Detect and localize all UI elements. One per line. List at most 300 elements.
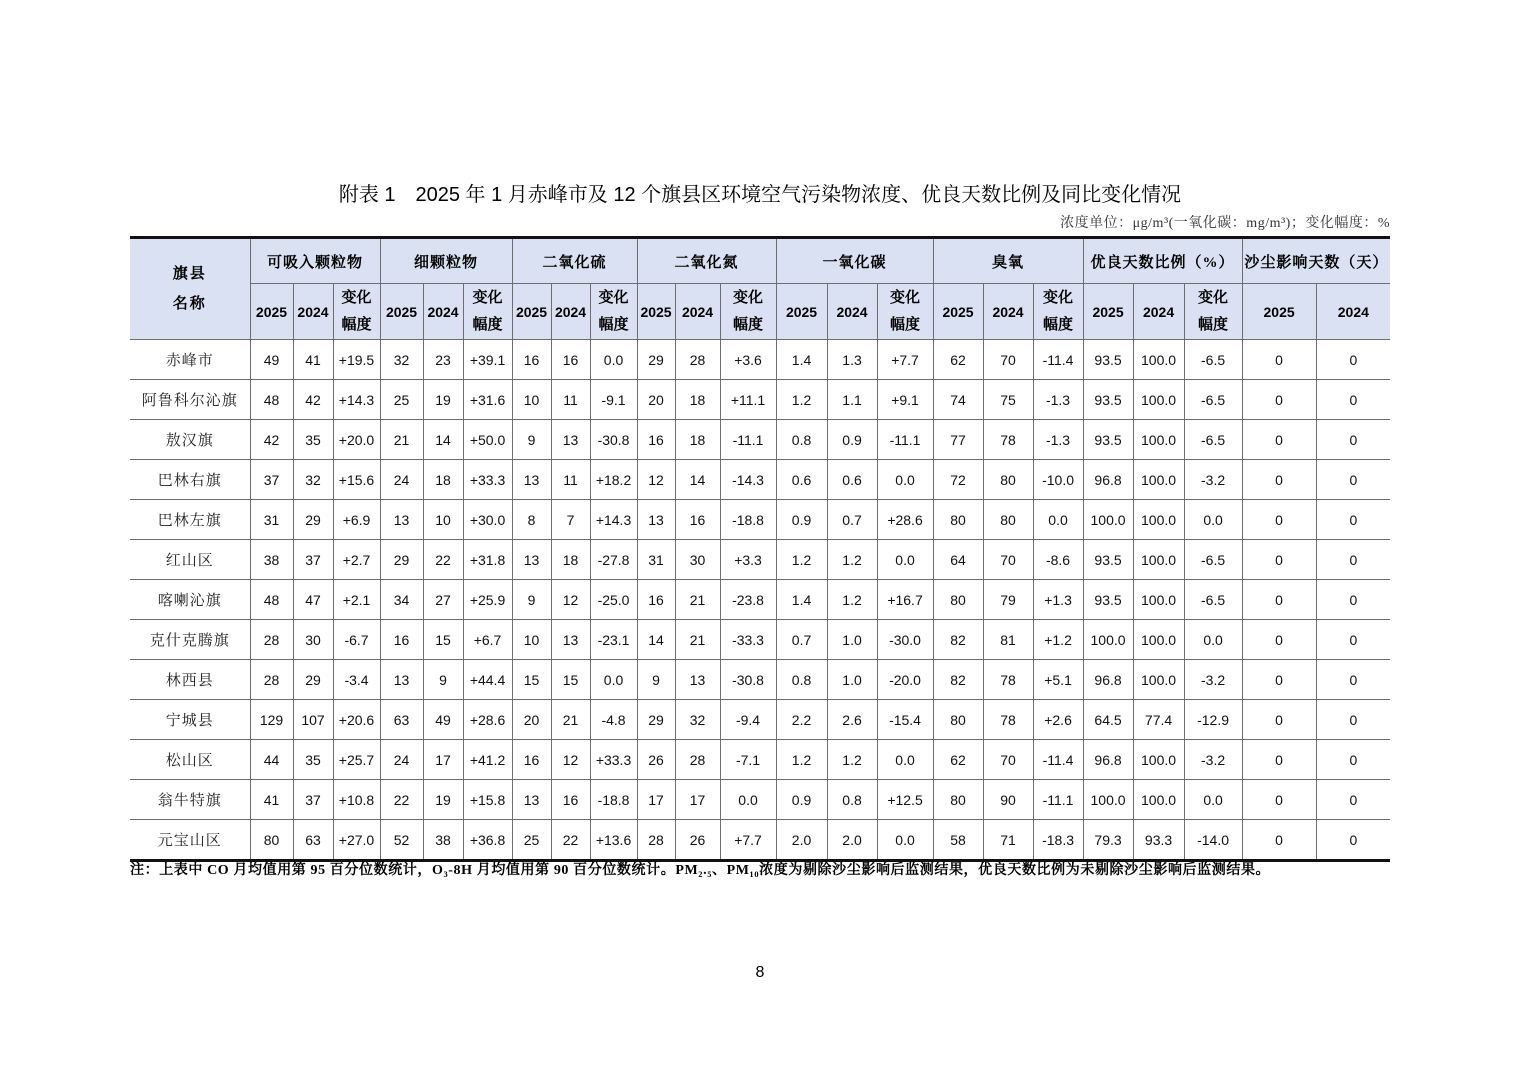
column-header-line: 2024 xyxy=(1337,303,1369,320)
table-cell: 41 xyxy=(293,340,333,380)
change-header xyxy=(333,284,380,340)
year-header xyxy=(983,284,1033,340)
table-cell: 14 xyxy=(675,460,720,500)
table-cell: +36.8 xyxy=(463,820,512,861)
table-cell: 22 xyxy=(423,540,463,580)
table-cell: -18.3 xyxy=(1033,820,1083,861)
table-cell: +50.0 xyxy=(463,420,512,460)
table-cell: 42 xyxy=(293,380,333,420)
table-cell: 16 xyxy=(551,340,590,380)
table-cell: 100.0 xyxy=(1133,460,1184,500)
table-cell: 1.2 xyxy=(776,740,827,780)
table-cell: 16 xyxy=(637,420,675,460)
table-cell: 129 xyxy=(250,700,293,740)
table-cell: 0 xyxy=(1242,340,1316,380)
table-cell: 1.2 xyxy=(827,740,877,780)
region-name: 喀喇沁旗 xyxy=(130,580,250,620)
table-cell: 19 xyxy=(423,380,463,420)
table-cell: 42 xyxy=(250,420,293,460)
region-header-line: 名称 xyxy=(172,296,207,312)
region-name: 巴林左旗 xyxy=(130,500,250,540)
table-cell: -6.5 xyxy=(1184,580,1242,620)
table-cell: 12 xyxy=(551,740,590,780)
table-cell: +10.8 xyxy=(333,780,380,820)
group-header: 优良天数比例（%） xyxy=(1083,238,1242,284)
table-title: 附表 1 2025 年 1 月赤峰市及 12 个旗县区环境空气污染物浓度、优良天数比例及同比变化情况 xyxy=(338,184,1182,206)
header-row-columns xyxy=(130,284,1390,340)
table-row xyxy=(130,700,1390,740)
column-header-line: 2025 xyxy=(1092,303,1124,320)
table-cell: 0 xyxy=(1316,460,1390,500)
change-header xyxy=(720,284,776,340)
table-cell: 1.4 xyxy=(776,580,827,620)
table-cell: 37 xyxy=(250,460,293,500)
table-cell: -30.0 xyxy=(877,620,933,660)
column-header-line: 变化 xyxy=(472,289,503,306)
table-cell: 64 xyxy=(933,540,983,580)
table-cell: 78 xyxy=(983,700,1033,740)
table-cell: 62 xyxy=(933,740,983,780)
table-cell: +14.3 xyxy=(333,380,380,420)
region-header xyxy=(130,238,250,340)
table-cell: 0.0 xyxy=(1184,620,1242,660)
column-header-line: 变化 xyxy=(1043,289,1074,306)
table-cell: 19 xyxy=(423,780,463,820)
table-cell: 2.0 xyxy=(827,820,877,861)
table-cell: 28 xyxy=(637,820,675,861)
year-header xyxy=(776,284,827,340)
year-header xyxy=(423,284,463,340)
table-cell: 35 xyxy=(293,420,333,460)
table-cell: 20 xyxy=(637,380,675,420)
table-cell: 13 xyxy=(512,460,551,500)
table-cell: 9 xyxy=(423,660,463,700)
table-cell: 0.9 xyxy=(827,420,877,460)
table-cell: 100.0 xyxy=(1133,500,1184,540)
table-cell: +28.6 xyxy=(463,700,512,740)
table-cell: 21 xyxy=(675,580,720,620)
table-cell: -1.3 xyxy=(1033,380,1083,420)
table-cell: 49 xyxy=(250,340,293,380)
group-header: 臭氧 xyxy=(933,238,1083,284)
table-cell: 96.8 xyxy=(1083,740,1133,780)
table-cell: -3.4 xyxy=(333,660,380,700)
table-cell: 96.8 xyxy=(1083,660,1133,700)
region-name: 阿鲁科尔沁旗 xyxy=(130,380,250,420)
region-name: 巴林右旗 xyxy=(130,460,250,500)
table-cell: 1.2 xyxy=(827,580,877,620)
column-header-line: 幅度 xyxy=(890,316,921,333)
table-cell: -12.9 xyxy=(1184,700,1242,740)
table-cell: 80 xyxy=(933,780,983,820)
table-cell: 0.0 xyxy=(877,740,933,780)
change-header xyxy=(463,284,512,340)
table-cell: 0 xyxy=(1242,780,1316,820)
table-cell: -14.0 xyxy=(1184,820,1242,861)
table-cell: 15 xyxy=(423,620,463,660)
table-cell: +9.1 xyxy=(877,380,933,420)
table-cell: +6.9 xyxy=(333,500,380,540)
page-number: 8 xyxy=(755,964,765,981)
table-cell: 0.0 xyxy=(1184,780,1242,820)
table-cell: 21 xyxy=(551,700,590,740)
table-cell: 93.5 xyxy=(1083,540,1133,580)
table-cell: 16 xyxy=(512,340,551,380)
table-cell: +30.0 xyxy=(463,500,512,540)
table-cell: 0 xyxy=(1316,620,1390,660)
table-cell: 27 xyxy=(423,580,463,620)
table-cell: 32 xyxy=(380,340,423,380)
table-cell: 80 xyxy=(933,580,983,620)
table-cell: 90 xyxy=(983,780,1033,820)
table-cell: -23.8 xyxy=(720,580,776,620)
table-cell: 28 xyxy=(250,620,293,660)
table-cell: -4.8 xyxy=(590,700,637,740)
table-cell: 62 xyxy=(933,340,983,380)
table-cell: 11 xyxy=(551,380,590,420)
table-row xyxy=(130,780,1390,820)
table-cell: 0 xyxy=(1242,500,1316,540)
group-header: 二氧化硫 xyxy=(512,238,637,284)
table-cell: 58 xyxy=(933,820,983,861)
table-cell: -9.4 xyxy=(720,700,776,740)
year-header xyxy=(1316,284,1390,340)
table-cell: -6.5 xyxy=(1184,340,1242,380)
column-header-line: 2025 xyxy=(1263,303,1295,320)
table-cell: 41 xyxy=(250,780,293,820)
table-cell: 70 xyxy=(983,740,1033,780)
table-cell: +20.0 xyxy=(333,420,380,460)
column-header-line: 2025 xyxy=(515,303,548,320)
table-cell: 80 xyxy=(933,500,983,540)
region-name: 林西县 xyxy=(130,660,250,700)
table-cell: 16 xyxy=(675,500,720,540)
column-header-line: 2024 xyxy=(836,303,868,320)
table-cell: 18 xyxy=(423,460,463,500)
table-cell: 17 xyxy=(423,740,463,780)
column-header-line: 2024 xyxy=(1142,303,1175,320)
table-cell: 49 xyxy=(423,700,463,740)
table-cell: 63 xyxy=(293,820,333,861)
table-cell: 0.0 xyxy=(877,540,933,580)
change-header xyxy=(1033,284,1083,340)
table-cell: 13 xyxy=(380,660,423,700)
year-header xyxy=(1242,284,1316,340)
table-cell: 11 xyxy=(551,460,590,500)
table-cell: +15.6 xyxy=(333,460,380,500)
table-cell: +1.3 xyxy=(1033,580,1083,620)
table-cell: 93.5 xyxy=(1083,340,1133,380)
year-header xyxy=(1083,284,1133,340)
table-cell: 2.2 xyxy=(776,700,827,740)
table-cell: -6.5 xyxy=(1184,540,1242,580)
table-cell: 100.0 xyxy=(1133,740,1184,780)
table-cell: 100.0 xyxy=(1133,420,1184,460)
column-header-line: 2024 xyxy=(681,303,714,320)
table-cell: 44 xyxy=(250,740,293,780)
table-cell: +33.3 xyxy=(590,740,637,780)
table-cell: 9 xyxy=(512,580,551,620)
table-cell: 47 xyxy=(293,580,333,620)
table-cell: +12.5 xyxy=(877,780,933,820)
table-cell: 80 xyxy=(983,500,1033,540)
table-cell: 80 xyxy=(983,460,1033,500)
table-cell: 93.5 xyxy=(1083,420,1133,460)
column-header-line: 幅度 xyxy=(733,316,764,333)
table-row xyxy=(130,420,1390,460)
table-cell: +20.6 xyxy=(333,700,380,740)
table-cell: 75 xyxy=(983,380,1033,420)
unit-note: 浓度单位：μg/m³(一氧化碳：mg/m³)；变化幅度：% xyxy=(1060,216,1390,231)
table-cell: 100.0 xyxy=(1133,580,1184,620)
table-cell: 29 xyxy=(293,500,333,540)
table-cell: 0.8 xyxy=(827,780,877,820)
region-name: 克什克腾旗 xyxy=(130,620,250,660)
table-cell: 0 xyxy=(1316,700,1390,740)
header-row-groups xyxy=(130,238,1390,284)
group-header: 可吸入颗粒物 xyxy=(250,238,380,284)
table-cell: 0 xyxy=(1316,420,1390,460)
table-cell: 2.6 xyxy=(827,700,877,740)
table-cell: 25 xyxy=(512,820,551,861)
table-cell: +31.6 xyxy=(463,380,512,420)
table-cell: 13 xyxy=(551,420,590,460)
table-cell: -23.1 xyxy=(590,620,637,660)
table-cell: 100.0 xyxy=(1133,380,1184,420)
table-cell: 32 xyxy=(293,460,333,500)
table-cell: 107 xyxy=(293,700,333,740)
table-row xyxy=(130,340,1390,380)
table-cell: 1.0 xyxy=(827,660,877,700)
table-row xyxy=(130,620,1390,660)
table-cell: 13 xyxy=(637,500,675,540)
table-cell: 0.7 xyxy=(776,620,827,660)
table-cell: +28.6 xyxy=(877,500,933,540)
column-header-line: 2024 xyxy=(427,303,459,320)
table-cell: +44.4 xyxy=(463,660,512,700)
table-cell: 0 xyxy=(1316,820,1390,861)
table-cell: +6.7 xyxy=(463,620,512,660)
table-cell: 1.1 xyxy=(827,380,877,420)
footnote: 注：上表中 CO 月均值用第 95 百分位数统计，O₃-8H 月均值用第 90 百分位数统计。PM₂.₅、PM₁₀浓度为剔除沙尘影响后监测结果，优良天数比例为未剔除沙尘影响后监测结果。 xyxy=(130,863,1271,878)
table-cell: -3.2 xyxy=(1184,660,1242,700)
table-cell: +25.9 xyxy=(463,580,512,620)
table-cell: 18 xyxy=(675,420,720,460)
table-cell: 28 xyxy=(675,740,720,780)
table-cell: 18 xyxy=(675,380,720,420)
table-cell: 0 xyxy=(1242,540,1316,580)
table-cell: 26 xyxy=(675,820,720,861)
table-row xyxy=(130,580,1390,620)
column-header-line: 变化 xyxy=(733,289,764,306)
table-cell: 52 xyxy=(380,820,423,861)
table-cell: +3.3 xyxy=(720,540,776,580)
table-cell: 29 xyxy=(380,540,423,580)
table-cell: -30.8 xyxy=(590,420,637,460)
table-cell: 70 xyxy=(983,340,1033,380)
table-cell: 100.0 xyxy=(1133,340,1184,380)
table-cell: 0.6 xyxy=(827,460,877,500)
table-cell: +41.2 xyxy=(463,740,512,780)
table-cell: 93.3 xyxy=(1133,820,1184,861)
table-cell: 0 xyxy=(1316,740,1390,780)
table-cell: 28 xyxy=(250,660,293,700)
table-cell: 100.0 xyxy=(1133,660,1184,700)
table-cell: +7.7 xyxy=(877,340,933,380)
table-cell: 37 xyxy=(293,780,333,820)
table-cell: 29 xyxy=(637,340,675,380)
table-row xyxy=(130,540,1390,580)
table-cell: 35 xyxy=(293,740,333,780)
table-cell: 16 xyxy=(551,780,590,820)
table-cell: +31.8 xyxy=(463,540,512,580)
table-cell: 0 xyxy=(1316,780,1390,820)
table-cell: 14 xyxy=(423,420,463,460)
table-cell: 31 xyxy=(250,500,293,540)
region-name: 敖汉旗 xyxy=(130,420,250,460)
table-cell: 0.0 xyxy=(1184,500,1242,540)
region-header-line: 旗县 xyxy=(172,266,207,282)
table-cell: 0 xyxy=(1242,820,1316,861)
table-cell: 0.8 xyxy=(776,420,827,460)
table-cell: 24 xyxy=(380,460,423,500)
table-cell: 77.4 xyxy=(1133,700,1184,740)
year-header xyxy=(551,284,590,340)
column-header-line: 2024 xyxy=(297,303,329,320)
table-cell: -1.3 xyxy=(1033,420,1083,460)
table-cell: 82 xyxy=(933,620,983,660)
column-header-line: 幅度 xyxy=(1198,316,1229,333)
table-cell: 0.0 xyxy=(1033,500,1083,540)
table-cell: 0 xyxy=(1242,700,1316,740)
table-cell: 0.0 xyxy=(720,780,776,820)
region-name: 松山区 xyxy=(130,740,250,780)
table-cell: +11.1 xyxy=(720,380,776,420)
table-cell: +39.1 xyxy=(463,340,512,380)
table-cell: 0 xyxy=(1316,580,1390,620)
table-cell: +19.5 xyxy=(333,340,380,380)
table-cell: +2.7 xyxy=(333,540,380,580)
column-header-line: 变化 xyxy=(1198,289,1229,306)
table-cell: 0 xyxy=(1242,660,1316,700)
group-header: 细颗粒物 xyxy=(380,238,512,284)
table-cell: 10 xyxy=(423,500,463,540)
table-cell: -6.5 xyxy=(1184,420,1242,460)
table-cell: 1.3 xyxy=(827,340,877,380)
table-cell: 0.0 xyxy=(877,820,933,861)
table-cell: -7.1 xyxy=(720,740,776,780)
table-cell: 7 xyxy=(551,500,590,540)
table-cell: 0 xyxy=(1316,340,1390,380)
table-cell: -3.2 xyxy=(1184,740,1242,780)
table-cell: 63 xyxy=(380,700,423,740)
table-cell: 1.4 xyxy=(776,340,827,380)
table-cell: 96.8 xyxy=(1083,460,1133,500)
table-cell: 0 xyxy=(1242,380,1316,420)
table-cell: 82 xyxy=(933,660,983,700)
table-cell: +14.3 xyxy=(590,500,637,540)
table-cell: -6.7 xyxy=(333,620,380,660)
table-cell: 17 xyxy=(637,780,675,820)
region-name: 翁牛特旗 xyxy=(130,780,250,820)
table-cell: 20 xyxy=(512,700,551,740)
table-cell: 13 xyxy=(380,500,423,540)
table-cell: 0 xyxy=(1316,500,1390,540)
table-row xyxy=(130,380,1390,420)
table-cell: 34 xyxy=(380,580,423,620)
column-header-line: 2024 xyxy=(554,303,587,320)
table-cell: 81 xyxy=(983,620,1033,660)
table-cell: -25.0 xyxy=(590,580,637,620)
column-header-line: 变化 xyxy=(890,289,921,306)
table-cell: 100.0 xyxy=(1133,780,1184,820)
year-header xyxy=(1133,284,1184,340)
table-cell: 29 xyxy=(637,700,675,740)
table-cell: 0.0 xyxy=(590,340,637,380)
table-cell: 77 xyxy=(933,420,983,460)
column-header-line: 2025 xyxy=(255,303,288,320)
year-header xyxy=(293,284,333,340)
table-cell: 31 xyxy=(637,540,675,580)
table-cell: 1.2 xyxy=(776,380,827,420)
year-header xyxy=(827,284,877,340)
table-cell: 12 xyxy=(637,460,675,500)
table-cell: 79.3 xyxy=(1083,820,1133,861)
table-cell: 13 xyxy=(551,620,590,660)
table-row xyxy=(130,500,1390,540)
table-cell: 0 xyxy=(1242,740,1316,780)
table-cell: +16.7 xyxy=(877,580,933,620)
table-cell: 72 xyxy=(933,460,983,500)
group-header: 一氧化碳 xyxy=(776,238,933,284)
table-cell: 0 xyxy=(1242,460,1316,500)
column-header-line: 2025 xyxy=(640,303,672,320)
column-header-line: 2025 xyxy=(785,303,818,320)
table-cell: 78 xyxy=(983,420,1033,460)
table-cell: 0.7 xyxy=(827,500,877,540)
table-cell: +7.7 xyxy=(720,820,776,861)
table-cell: +5.1 xyxy=(1033,660,1083,700)
table-cell: -15.4 xyxy=(877,700,933,740)
table-cell: +15.8 xyxy=(463,780,512,820)
table-cell: 15 xyxy=(551,660,590,700)
table-cell: 64.5 xyxy=(1083,700,1133,740)
change-header xyxy=(1184,284,1242,340)
region-name: 宁城县 xyxy=(130,700,250,740)
table-cell: 71 xyxy=(983,820,1033,861)
table-cell: 0.0 xyxy=(877,460,933,500)
table-cell: 2.0 xyxy=(776,820,827,861)
table-row xyxy=(130,740,1390,780)
table-cell: +18.2 xyxy=(590,460,637,500)
table-cell: 0.6 xyxy=(776,460,827,500)
table-cell: 1.2 xyxy=(827,540,877,580)
table-cell: 80 xyxy=(250,820,293,861)
table-cell: 17 xyxy=(675,780,720,820)
table-cell: 0 xyxy=(1316,660,1390,700)
table-cell: 1.2 xyxy=(776,540,827,580)
table-cell: 78 xyxy=(983,660,1033,700)
table-cell: 0.0 xyxy=(590,660,637,700)
table-cell: 48 xyxy=(250,380,293,420)
table-cell: +2.1 xyxy=(333,580,380,620)
table-cell: -14.3 xyxy=(720,460,776,500)
group-header: 沙尘影响天数（天） xyxy=(1242,238,1390,284)
table-cell: +27.0 xyxy=(333,820,380,861)
table-cell: 0.9 xyxy=(776,500,827,540)
table-cell: -27.8 xyxy=(590,540,637,580)
table-cell: 79 xyxy=(983,580,1033,620)
